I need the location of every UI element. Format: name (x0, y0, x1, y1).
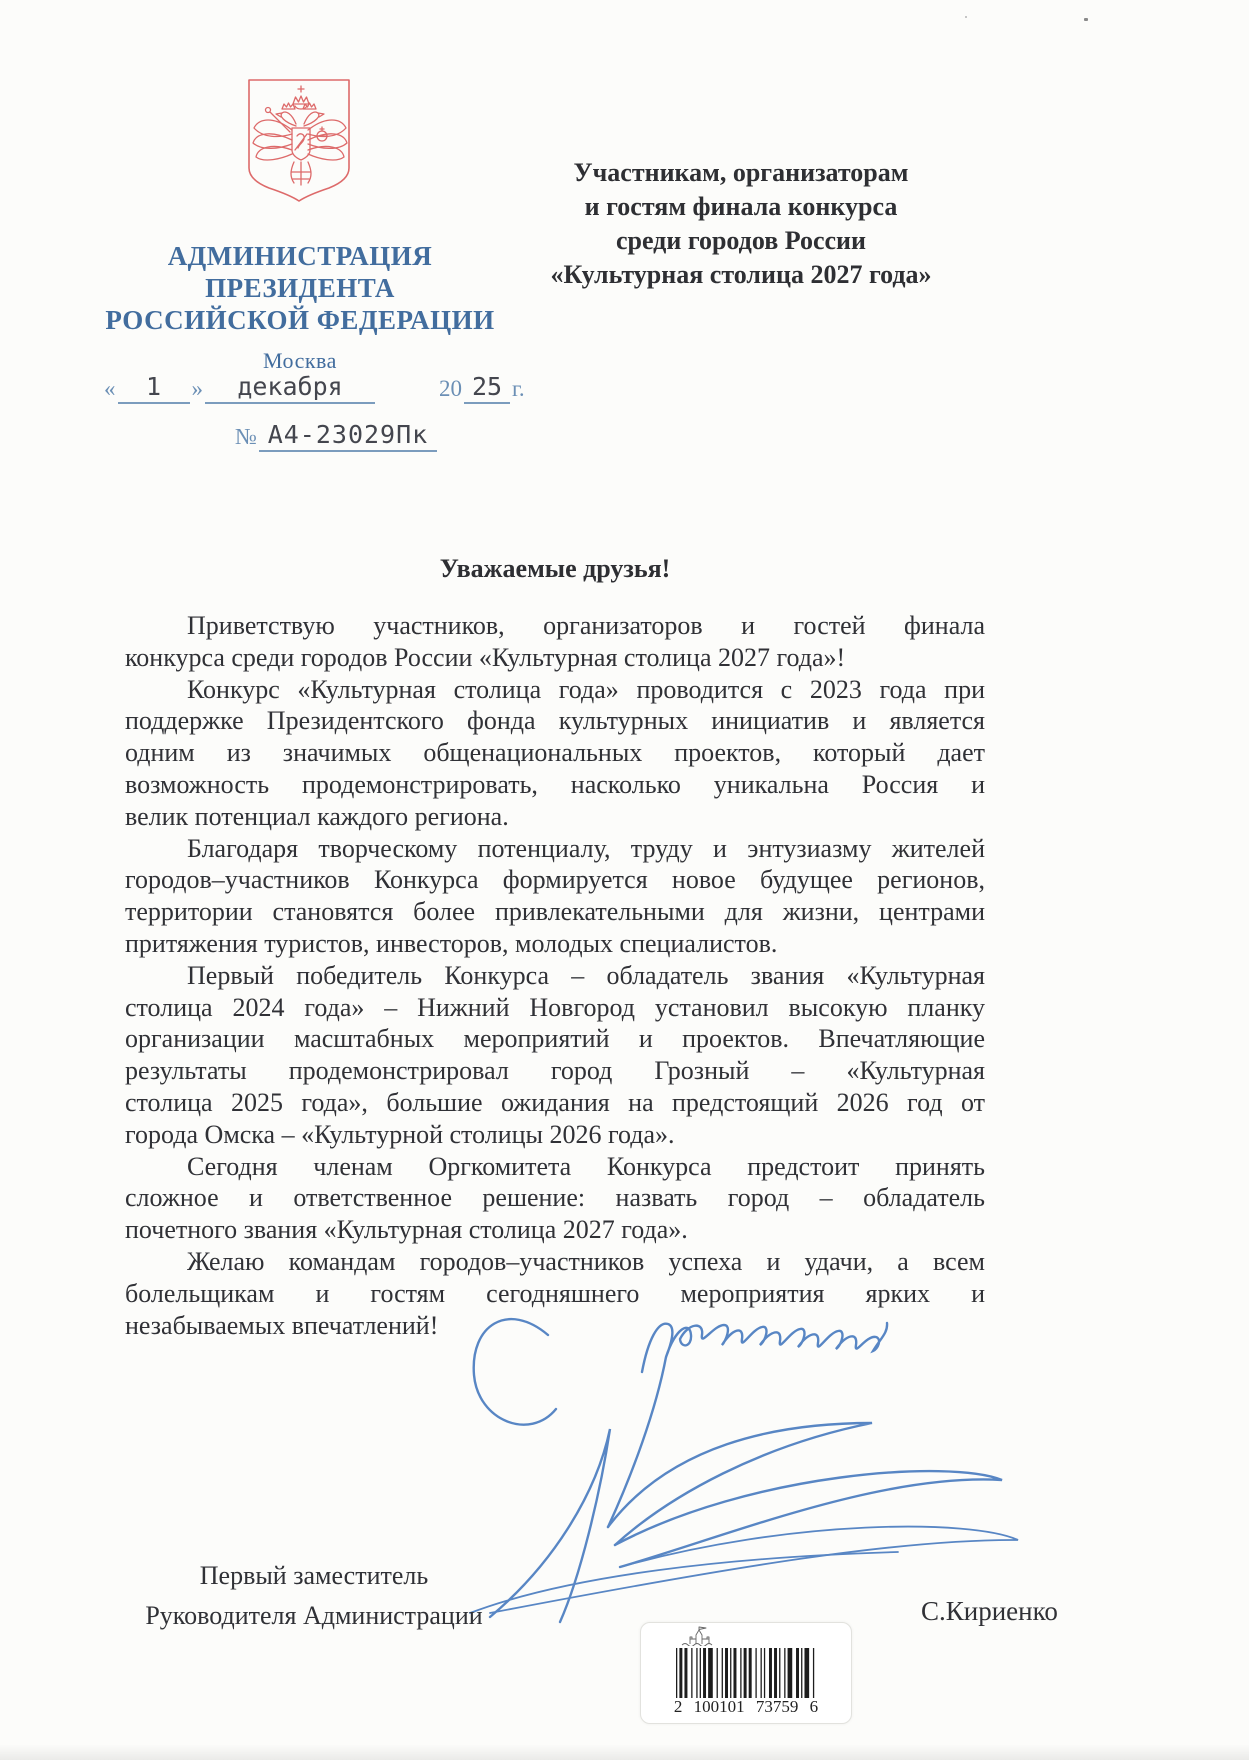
addressee-block (515, 156, 967, 292)
body-line: сложное и ответственное решение: назвать город – обладатель (125, 1183, 985, 1213)
date-day-value: 1 (118, 372, 190, 404)
org-name-line: РОССИЙСКОЙ ФЕДЕРАЦИИ (105, 305, 495, 335)
body-line: одним из значимых общенациональных проектов, который дает (125, 738, 985, 768)
kremlin-tower-icon (681, 1626, 717, 1646)
document-number-value: А4-23029Пк (259, 420, 437, 452)
signer-position-line: Первый заместитель (199, 1561, 429, 1590)
body-line: возможность продемонстрировать, насколько уникальна Россия и (125, 769, 985, 799)
body-line: почетного звания «Культурная столица 2027 года». (125, 1215, 688, 1245)
addressee-line: и гостям финала конкурса (584, 192, 898, 221)
body-line: городов–участников Конкурса формируется новое будущее регионов, (125, 865, 985, 895)
number-sign: № (235, 424, 257, 449)
open-quote: « (104, 376, 116, 401)
barcode-sticker (640, 1622, 852, 1724)
org-name-line: АДМИНИСТРАЦИЯ (167, 241, 433, 271)
addressee-line: Участникам, организаторам (573, 158, 909, 187)
signer-position (128, 1556, 500, 1636)
body-line: Первый победитель Конкурса – обладатель звания «Культурная (187, 960, 985, 990)
addressee-line: «Культурная столица 2027 года» (550, 260, 932, 289)
addressee-line: среди городов России (615, 226, 867, 255)
body-line: велик потенциал каждого региона. (125, 801, 509, 831)
date-year-value: 25 (464, 372, 510, 404)
body-line: поддержке Президентского фонда культурных инициатив и является (125, 706, 985, 736)
barcode-bars (676, 1648, 818, 1698)
letterhead-city: Москва (263, 348, 337, 373)
body-line: столица 2025 года», большие ожидания на предстоящий 2026 год от (125, 1087, 985, 1117)
body-line: Конкурс «Культурная столица года» проводится с 2023 года при (187, 674, 985, 704)
handwritten-inscription (430, 1295, 1090, 1640)
body-line: Благодаря творческому потенциалу, труду и энтузиазму жителей (187, 833, 985, 863)
date-line (102, 372, 527, 404)
org-name-line: ПРЕЗИДЕНТА (205, 273, 395, 303)
scan-speck (965, 16, 967, 18)
letterhead-org-name (100, 240, 500, 377)
barcode-number: 2 100101 73759 6 (673, 1697, 819, 1716)
body-line: Приветствую участников, организаторов и гостей финала (187, 611, 985, 640)
body-line: города Омска – «Культурной столицы 2026 года». (125, 1119, 675, 1149)
body-line: притяжения туристов, инвесторов, молодых специалистов. (125, 928, 778, 958)
body-line: результаты продемонстрировал город Грозный – «Культурная (125, 1056, 985, 1086)
body-line: Сегодня членам Оргкомитета Конкурса предстоит принять (187, 1151, 985, 1181)
date-month-value: декабря (205, 372, 375, 404)
body-line: организации масштабных мероприятий и проектов. Впечатляющие (125, 1024, 985, 1054)
salutation: Уважаемые друзья! (439, 554, 671, 583)
scan-edge-shadow (0, 1744, 1249, 1760)
coat-of-arms-icon (244, 76, 354, 204)
signer-position-line: Руководителя Администрации (145, 1601, 483, 1630)
year-suffix: г. (512, 376, 525, 401)
signer-name: С.Кириенко (921, 1596, 1058, 1626)
body-line: незабываемых впечатлений! (125, 1310, 439, 1340)
scan-speck (1084, 18, 1088, 21)
body-line: территории становятся более привлекательными для жизни, центрами (125, 897, 985, 927)
year-prefix: 20 (439, 376, 462, 401)
body-line: конкурса среди городов России «Культурная столица 2027 года»! (125, 642, 846, 672)
body-line: столица 2024 года» – Нижний Новгород установил высокую планку (125, 992, 985, 1022)
body-line: Желаю командам городов–участников успеха и удачи, а всем (187, 1246, 985, 1276)
document-number-line (233, 420, 437, 452)
close-quote: » (191, 376, 203, 401)
handwritten-signature (430, 1295, 1090, 1640)
body-line: болельщикам и гостям сегодняшнего мероприятия ярких и (125, 1278, 985, 1308)
body (125, 610, 985, 1341)
